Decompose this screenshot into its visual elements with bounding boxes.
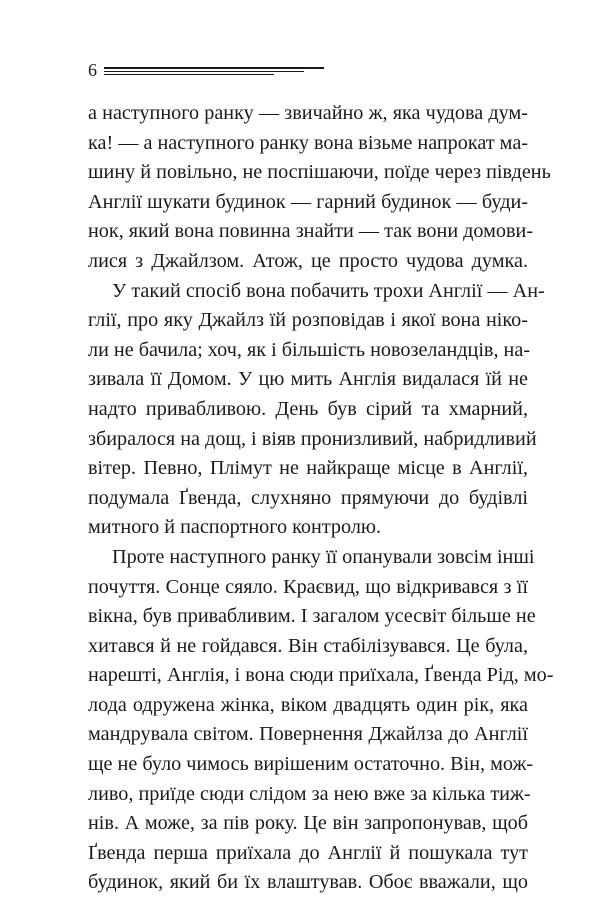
text-line: шину й повільно, не поспішаючи, поїде через південь xyxy=(88,161,551,184)
text-line: подумала Ґвенда, слухняно прямуючи до будівлі xyxy=(88,486,528,509)
text-line: нок, який вона повинна знайти — так вони домови- xyxy=(88,220,534,243)
text-line: а наступного ранку — звичайно ж, яка чудова дум- xyxy=(88,102,528,124)
text-line: нарешті, Англія, і вона сюди приїхала, Ґвенда Рід, мо- xyxy=(88,664,554,687)
text-line: вікна, був привабливим. І загалом усесвіт більше не xyxy=(88,605,536,628)
text-line: ка! — а наступного ранку вона візьме напрокат ма- xyxy=(88,131,529,154)
paragraph xyxy=(88,543,554,898)
text-line: Проте наступного ранку її опанували зовсім інші xyxy=(112,545,535,568)
text-line: глії, про яку Джайлз їй розповідав і якої вона ніко- xyxy=(88,309,528,332)
text-line: зивала її Домом. У цю мить Англія видалася їй не xyxy=(88,368,528,391)
text-line: У такий спосіб вона побачить трохи Англії — Ан- xyxy=(112,279,545,302)
paragraph xyxy=(88,99,551,277)
header-rule xyxy=(104,74,274,75)
text-line: ще не було чимось вирішеним остаточно. Він, мож- xyxy=(88,753,534,776)
text-line: вітер. Певно, Плімут не найкраще місце в Англії, xyxy=(88,457,528,480)
text-line: ливо, приїде сюди слідом за нею вже за кілька тиж- xyxy=(88,782,531,805)
text-line: митного й паспортного контролю. xyxy=(88,516,382,539)
text-line: надто привабливою. День був сірий та хмарний, xyxy=(88,397,528,420)
text-line: мандрувала світом. Повернення Джайлза до Англії xyxy=(88,723,528,746)
text-line: ли не бачила; хоч, як і більшість новозеландців, на- xyxy=(88,338,531,361)
header-rule xyxy=(104,67,324,69)
text-line: нів. А може, за пів року. Це він запропонував, щоб xyxy=(88,812,528,835)
running-header xyxy=(88,58,328,82)
text-line: лися з Джайлзом. Атож, це просто чудова думка. xyxy=(88,249,528,272)
text-line: збиралося на дощ, і віяв пронизливий, набридливий xyxy=(88,427,537,450)
text-line: почуття. Сонце сяяло. Краєвид, що відкривався з її xyxy=(88,575,528,598)
header-rule xyxy=(104,71,304,72)
paragraph xyxy=(88,277,545,543)
page-number: 6 xyxy=(88,60,97,80)
text-line: Ґвенда перша приїхала до Англії й пошукала тут xyxy=(88,841,528,864)
text-line: будинок, який би їх влаштував. Обоє вважали, що xyxy=(88,871,528,894)
body-text xyxy=(88,99,554,898)
text-line: хитався й не гойдався. Він стабілізувався. Це була, xyxy=(88,634,528,657)
text-line: лода одружена жінка, віком двадцять один рік, яка xyxy=(88,693,528,716)
text-line: Англії шукати будинок — гарний будинок — буди- xyxy=(88,190,528,213)
